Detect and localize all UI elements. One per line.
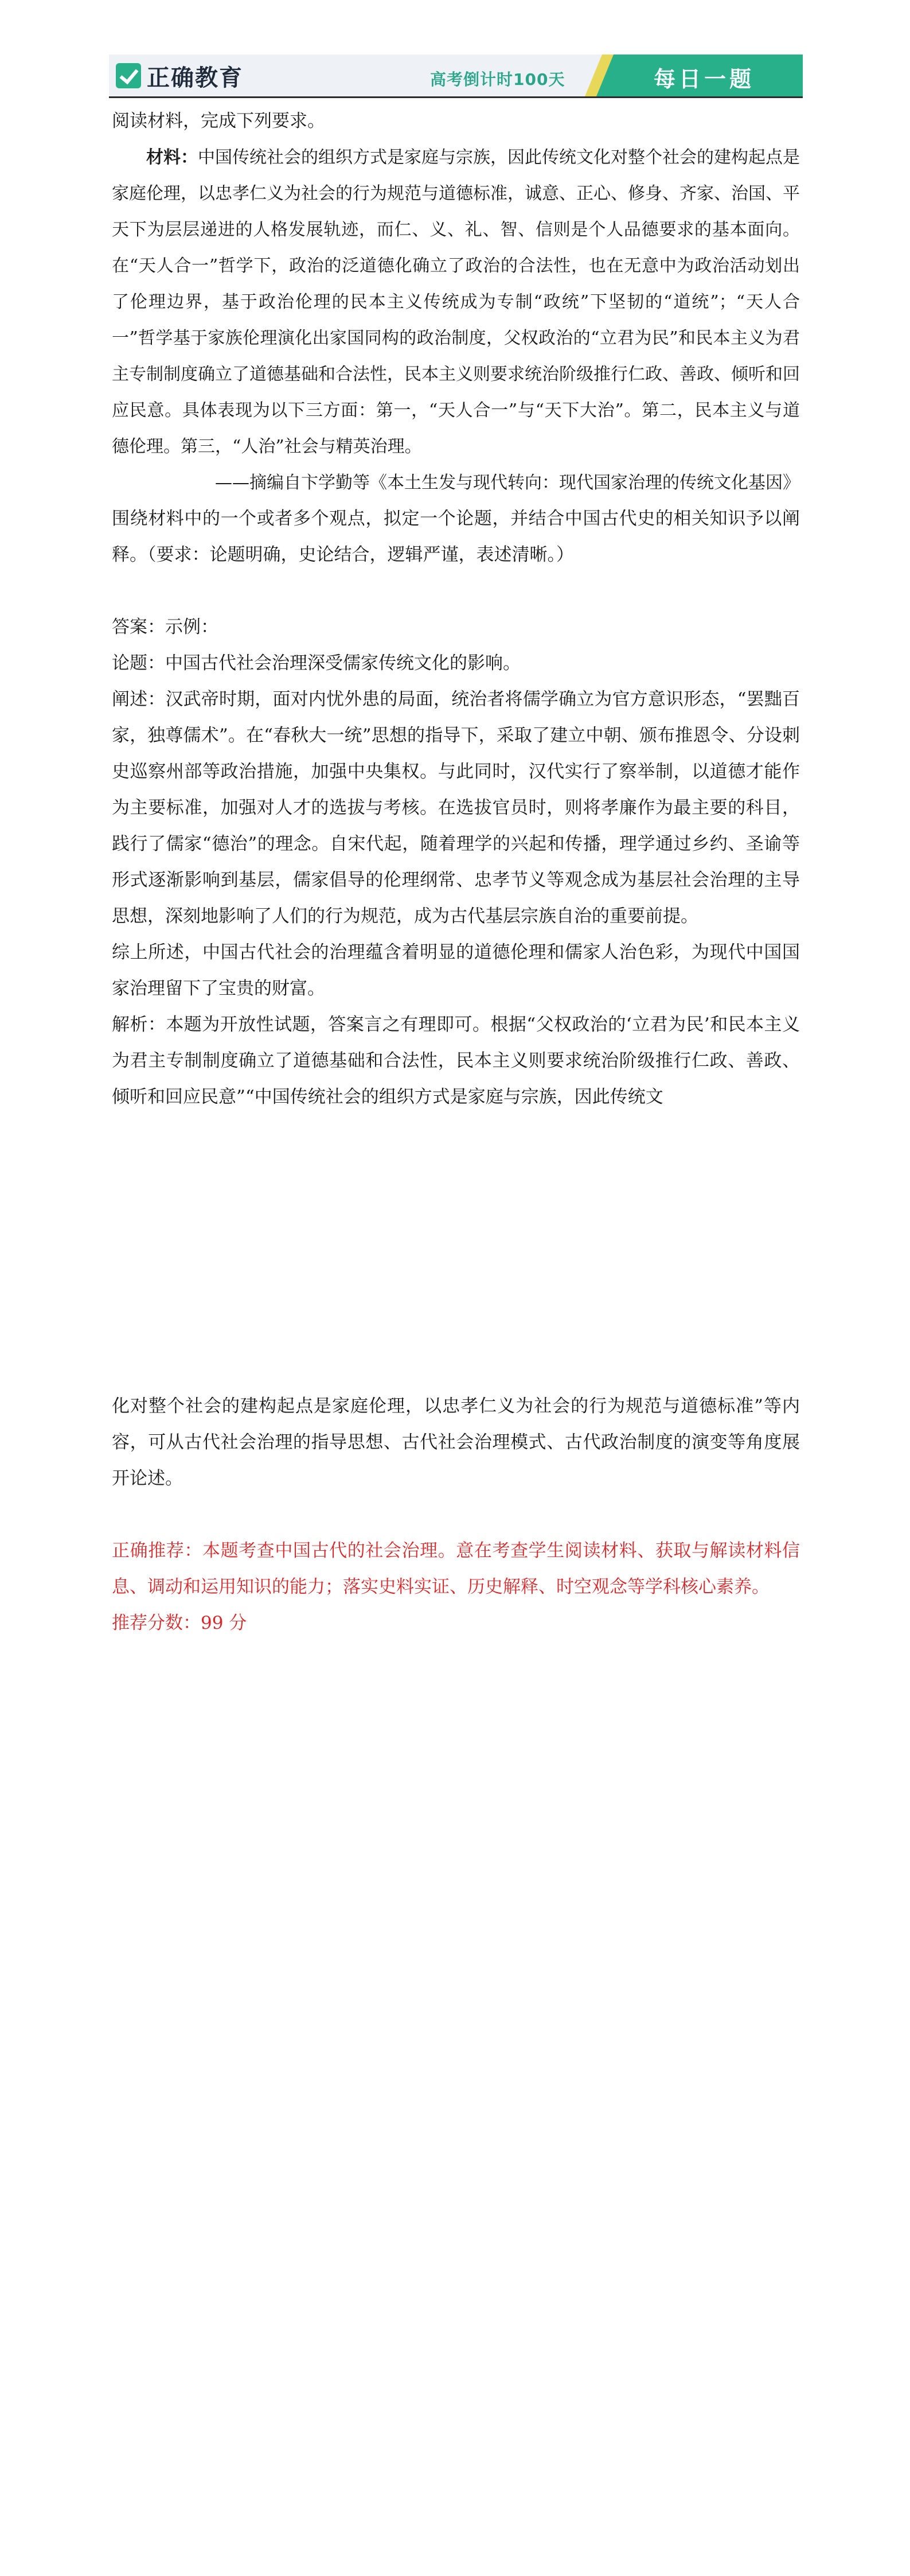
- answer-conclusion: 综上所述，中国古代社会的治理蕴含着明显的道德伦理和儒家人治色彩，为现代中国国家治理留下了宝贵的财富。: [112, 942, 800, 999]
- material-text: 中国传统社会的组织方式是家庭与宗族，因此传统文化对整个社会的建构起点是家庭伦理，以忠孝仁义为社会的行为规范与道德标准，诚意、正心、修身、齐家、治国、平天下为层层递进的人格发展轨迹，而仁、义、礼、智、信则是个人品德要求的基本面向。在“天人合一”哲学下，政治的泛道德化确立了政治的合法性，也在无意中为政治活动划出了伦理边界，基于政治伦理的民本主义传统成为专制“政统”下坚韧的“道统”；“天人合一”哲学基于家族伦理演化出家国同构的政治制度，父权政治的“立君为民”和民本主义为君主专制制度确立了道德基础和合法性，民本主义则要求统治阶级推行仁政、善政、倾听和回应民意。具体表现为以下三方面：第一，“天人合一”与“天下大治”。第二，民本主义与道德伦理。第三，“人治”社会与精英治理。: [112, 147, 800, 457]
- logo-text: 正确教育: [147, 64, 243, 91]
- analysis-part-1: 解析：本题为开放性试题，答案言之有理即可。根据“父权政治的‘立君为民’和民本主义为君主专制制度确立了道德基础和合法性，民本主义则要求统治阶级推行仁政、善政、倾听和回应民意”“中国传统社会的组织方式是家庭与宗族，因此传统文: [112, 1014, 800, 1107]
- question-content: [112, 103, 800, 1115]
- recommendation-text: 正确推荐：本题考查中国古代的社会治理。意在考查学生阅读材料、获取与解读材料信息、调动和运用知识的能力；落实史料实证、历史解释、时空观念等学科核心素养。: [112, 1540, 800, 1597]
- instruction: 阅读材料，完成下列要求。: [112, 111, 325, 131]
- material-label: 材料：: [146, 147, 198, 168]
- material-source: ——摘编自卞学勤等《本土生发与现代转向：现代国家治理的传统文化基因》: [215, 473, 800, 493]
- header-banner: [109, 55, 803, 98]
- logo: [116, 60, 243, 91]
- answer-label: 答案：示例：: [112, 617, 218, 637]
- answer-elaboration: 阐述：汉武帝时期，面对内忧外患的局面，统治者将儒学确立为官方意识形态，“罢黜百家，独尊儒术”。在“春秋大一统”思想的指导下，采取了建立中朝、颁布推恩令、分设刺史巡察州部等政治措施，加强中央集权。与此同时，汉代实行了察举制，以道德才能作为主要标准，加强对人才的选拔与考核。在选拔官员时，则将孝廉作为最主要的科目，践行了儒家“德治”的理念。自宋代起，随着理学的兴起和传播，理学通过乡约、圣谕等形式逐渐影响到基层，儒家倡导的伦理纲常、忠孝节义等观念成为基层社会治理的主导思想，深刻地影响了人们的行为规范，成为古代基层宗族自治的重要前提。: [112, 689, 800, 927]
- countdown-label: 高考倒计时100天: [430, 70, 565, 89]
- analysis-part-2: 化对整个社会的建构起点是家庭伦理，以忠孝仁义为社会的行为规范与道德标准”等内容，可从古代社会治理的指导思想、古代社会治理模式、古代政治制度的演变等角度展开论述。: [112, 1396, 800, 1489]
- answer-thesis: 论题：中国古代社会治理深受儒家传统文化的影响。: [112, 653, 521, 674]
- material-paragraph: [112, 139, 800, 465]
- recommendation-score: 推荐分数：99 分: [112, 1613, 247, 1633]
- daily-question-tab: [585, 55, 803, 96]
- daily-question-label: 每日一题: [654, 67, 755, 92]
- requirement: 围绕材料中的一个或者多个观点，拟定一个论题，并结合中国古代史的相关知识予以阐释。（要求：论题明确，史论结合，逻辑严谨，表述清晰。）: [112, 508, 800, 565]
- analysis-continuation: [112, 1388, 800, 1641]
- checkmark-icon: [116, 63, 141, 88]
